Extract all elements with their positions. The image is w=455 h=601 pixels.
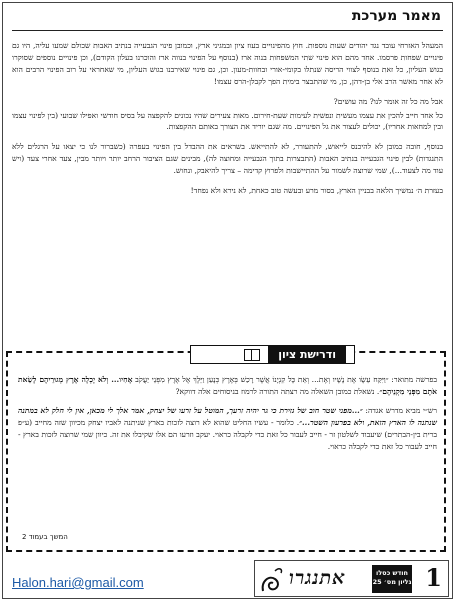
shofar-logo-icon bbox=[259, 565, 285, 595]
article-paragraph: כל אחד חייב להכין את עצמו מעשית ונפשית לעימות שעת-חירום. מאות צעירים שהיו נכונים להקפצה על בסיס חודשי ואפילו שבועי (בין לפינוי עצמו ובין למחאות אחריו), יכולים לעצור את גל הפינויים. מה שגם יוריד את הצורך באותם ההקפצות. bbox=[12, 110, 443, 132]
page-number: 1 bbox=[425, 563, 442, 592]
torah-question: . נשאלת כמובן השאלה מה רצתה התורה לרמוז בניסוחים אלה דווקא? bbox=[175, 386, 380, 396]
torah-box-header bbox=[190, 345, 355, 364]
torah-box-text bbox=[18, 374, 437, 460]
article-paragraph: אבל מה כל זה אומר לנו? מה עושים? bbox=[333, 96, 443, 106]
article-paragraph: בעזרת ה׳ נמשיך הלאה בבניין הארץ, בסור מרע ובעשה טוב כאחת, לא נירא ולא נפחד! bbox=[190, 186, 443, 196]
rashi-intro: רש״י מביא מדרש אגדה: bbox=[362, 406, 438, 416]
article-paragraph: בנוסף, חובה כמובן לא להיכנס לייאוש, להתעורר, לא להתייאש. בשראים את ההבדל בין הפינוי בעפרה (כשברור לנו כי יצאו על הרגלים ללא התנגדות) לבין פינוי הגבעייה בנתיב האבות (התבצרות בתוך הגבעייה ומחוצה לה), מבינים שגם הציבור הרחב יותר ויותר מבין, צעד אחרי צעד (ויש עוד מה לצעוד...), שמי שרוצה לשמור על ההתיישבות ולפרוץ קדימה – צריך להיאבק, ונחוש. bbox=[12, 142, 443, 176]
continued-note: המשך בעמוד 2 bbox=[22, 533, 68, 541]
email-link[interactable]: Halon.hari@gmail.com bbox=[12, 575, 144, 590]
issue-badge bbox=[372, 565, 412, 593]
rashi-quote: ״...מפני שטר חוב של גזירת כי גר יהיה זרעך, המוטל על זרעו של יצחק, אמר אלך לי מכאן, אין לי חלק לא במתנה שנתנה לו הארץ הזאת, ולא בפרעון השטר...״ bbox=[18, 406, 437, 428]
torah-quote-intro: בפרשה מתואר: ״וַיִּקַּח עֵשָׂו אֶת נָשָׁיו וְאֶת... וְאֵת כָּל קִנְיָנוֹ אֲשֶׁר רָכַשׁ בְּאֶרֶץ כְּנָעַן וַיֵּלֶךְ אֶל אֶרֶץ מִפְּנֵי יַעֲקֹב bbox=[135, 375, 437, 384]
torah-box-label: ודרישת ציון bbox=[268, 346, 346, 363]
issue-number: גליון מס׳ 25 bbox=[372, 578, 412, 586]
title-divider bbox=[12, 30, 443, 31]
torah-paragraph bbox=[18, 374, 437, 397]
rashi-explanation: . כלומר - עשיו החליט שהוא לא רוצה לזכות בארץ שניתנה לאביו יצחק מכיוון שזה מחייב (ע״פ ברית בין-הבתרים) שיעבוד לשלטון זר - חייב לעבור כל זאת כדי לקבלה כראוי. יעקב וזרעו הם אלו שקיבלו את זה. כיוון שמי שרוצה לזכות בארץ - חייב לעבור כל זאת כדי לקבלה כראוי. bbox=[18, 418, 437, 451]
publication-logo: אתנגרו bbox=[289, 567, 346, 589]
book-icon bbox=[244, 349, 260, 361]
torah-paragraph bbox=[18, 405, 437, 452]
footer-masthead bbox=[254, 560, 449, 597]
page-title: מאמר מערכת bbox=[351, 8, 441, 24]
editorial-article bbox=[12, 40, 443, 205]
torah-quote-bold: אָחִיו... וְלֹא יָכְלָה אֶרֶץ מְגוּרֵיהֶם לָשֵׂאת אֹתָם מִפְּנֵי מִקְנֵיהֶם״ bbox=[18, 375, 437, 396]
issue-month: חודש כסלו bbox=[376, 569, 408, 577]
article-paragraph: המעהל האזרחי עובד נגד יהודים שעות נוספות. חוץ מהפינויים בעוז ציון ובמגיני ארץ, וכמובן פינוי הגבעייה בנתיב האבות שכולם שמעו עליה, היו גם פינויים שפחות פרסמו. אחד מהם הוא פינוי שתי המשפחות בנוה ארז (בנוסף על הפינוי בנווה ארז והוכרנו בעלון הקודם), וכן פינויים נוספים שסוקרו בגוש העליון, כל זאת בנוסף לצווי הריסה שנתלו בקומי-אורי ובחוות-מעון. וכן, גם פינוי שאירבנו בגוש העליון, מי שאחראי על רוב הפינוי הרבים הוא לא אחר מאשר הרב אלי בן-דהן, כן, מי שהתבצר בימית הפך לקבלן-הרס עצמו! bbox=[12, 41, 443, 86]
